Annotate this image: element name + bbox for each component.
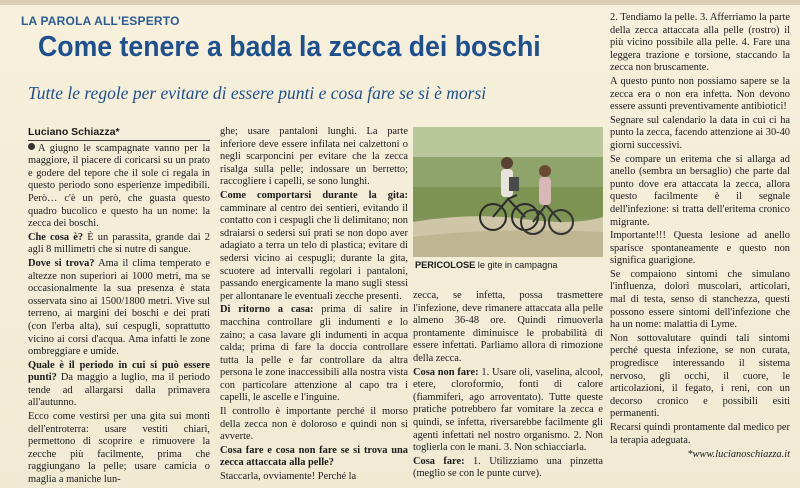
bullet-icon [28,143,35,150]
removal-steps: 2. Tendiamo la pelle. 3. Afferriamo la parte della zecca attaccata alla pelle (rostro) il più vicino possibile alla pelle. 4. Fare una leggera trazione e torsione, staccando la zecca non bruscamente. [610,12,790,74]
column-2 [220,126,408,485]
warning-paragraph: Non sottovalutare quindi tali sintomi perché questa infezione, se non curata, progredisce interessando il sistema nervoso, gli occhi, il cuore, le articolazioni, il fegato, i reni, con un decorso cronico e possibili esiti permanenti. [610,332,790,420]
article-headline: Come tenere a bada la zecca dei boschi [38,31,541,63]
intro-paragraph: A giugno le scampagnate vanno per la maggiore, il piacere di coricarsi su un prato e godere del tepore che il sole ci regala in questo periodo sono esperienze impedibili. Però… c'è un però, che guasta questo quadro bucolico e questo ha un nome: la zecca dei boschi. [28,142,210,230]
column-4 [610,12,790,462]
back-home: Di ritorno a casa: prima di salire in macchina controllare gli indumenti e lo zaino; a casa lavare gli indumenti in acqua calda; prima di fare la doccia controllare tutta la pelle e far controllare da altra persona le zone inaccessibili alla nostra vista con particolare attenzione al capo tra i capelli, le ascelle e l'inguine. [220,304,408,404]
what-to-do-question: Cosa fare e cosa non fare se si trova una zecca attaccata alla pelle? [220,444,408,469]
doctor-paragraph: Recarsi quindi prontamente dal medico per la terapia adeguata. [610,422,790,446]
question-what: Che cosa è? È un parassita, grande dai 2 agli 8 millimetri che si nutre di sangue. [28,231,210,256]
dress-continued: ghe; usare pantaloni lunghi. La parte inferiore deve essere infilata nei calzettoni o negli scarponcini per evitare che la zecca risalga sulla pelle; indossare un berretto; raccogliere i capelli, se sono lunghi. [220,126,408,188]
during-trip: Come comportarsi durante la gita: camminare al centro dei sentieri, evitando il contatto con i cespugli che li delimitano; non sdraiarsi o sedersi sui prati se non dopo aver adagiato a terra un telo di plastica; evitare di sedersi vicino ai cespugli; durante la gita, scuotere ad intervalli regolari i pantaloni, passando energicamente la mano sugli stessi per allontanare le eventuali zecche presenti. [220,189,408,302]
column-1 [28,126,210,488]
removal-intro: zecca, se infetta, possa trasmettere l'infezione, deve rimanere attaccata alla pelle almeno 36-48 ore. Quindi rimuoverla prontamente diminuisce le probabilità di essere infettati. Parliamo allora di rimozione della zecca. [413,290,603,364]
photo-caption: PERICOLOSE le gite in campagna [415,260,558,270]
author-byline: Luciano Schiazza* [28,126,210,141]
section-kicker: LA PAROLA ALL'ESPERTO [21,14,180,28]
question-where: Dove si trova? Ama il clima temperato e altezze non superiori ai 1000 metri, ma se occasionalmente la sua presenza è stata osservata sino ai 1500/1800 metri. Vive sul terreno, ai margini dei boschi e dei prati (con l'erba alta), sui cespugli, soprattutto vicino ai corsi d'acqua. Ama infatti le zone ombreggiare e umide. [28,257,210,358]
dress-paragraph: Ecco come vestirsi per una gita sui monti dell'entroterra: usare vestiti chiari, permettono di scoprire e rimuovere la zecche più facilmente, prima che raggiungano la pelle; usare camicia o maglia a maniche lun- [28,411,210,486]
cyclists-photo [413,127,603,257]
symptoms-paragraph: Se compaiono sintomi che simulano l'influenza, dolori muscolari, articolari, mal di testa, senso di stanchezza, questi possono essere sintomi dell'infezione che ha un nome: malattia di Lyme. [610,268,790,331]
author-website: *www.lucianoschiazza.it [687,449,790,461]
control-paragraph: Il controllo è importante perché il morso della zecca non è doloroso e quindi non si avverte. [220,406,408,443]
column-3 [413,290,603,482]
important-paragraph: Importante!!! Questa lesione ad anello sparisce spontaneamente e questo non significa guarigione. [610,230,790,267]
article-subhead: Tutte le regole per evitare di essere punti e cosa fare se si è morsi [28,83,487,103]
question-when: Quale è il periodo in cui si può essere punti? Da maggio a luglio, ma il periodo tende ad allargarsi dalla primavera all'autunno. [28,359,210,409]
erythema-paragraph: Se compare un eritema che si allarga ad anello (sembra un bersaglio) che parte dal punto dove era attaccata la zecca, allora questo facilmente è il segnale dell'infezione: si tratta dell'eritema cronico migrante. [610,153,790,228]
what-to-do: Cosa fare: 1. Utilizziamo una pinzetta (meglio se con le punte curve). [413,455,604,480]
top-border [0,0,800,5]
infection-unknown: A questo punto non possiamo sapere se la zecca era o non era infetta. Non devono essere assunti preventivamente antibiotici! [610,75,790,113]
what-to-do-answer: Staccarla, ovviamente! Perché la [220,471,357,483]
calendar-advice: Segnare sul calendario la data in cui ci ha punto la zecca, facendo attenzione ai 30-40 giorni successivi. [610,114,790,151]
what-not-to-do: Cosa non fare: 1. Usare oli, vaselina, alcool, etere, cloroformio, fonti di calore (fiammiferi, ago arroventato). Tutte queste pratiche potrebbero far vomitare la zecca e quindi, se infetta, riversarebbe facilmente gli agenti infettati nel nostro organismo. 2. Non toglierla con le mani. 3. Non schiacciarla. [413,366,603,454]
photo-illustration [413,127,603,257]
